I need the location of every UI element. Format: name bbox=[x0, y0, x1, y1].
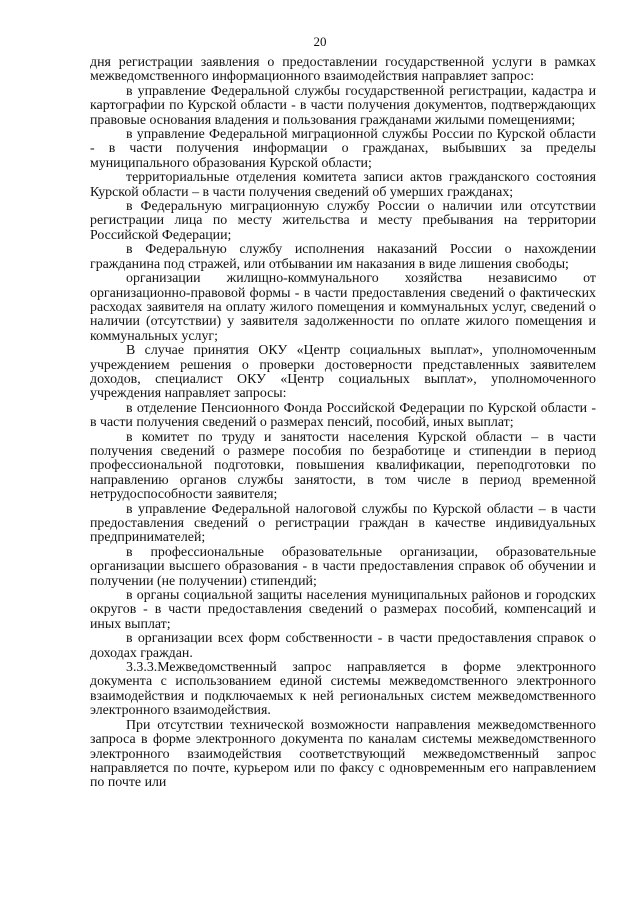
paragraph-employment-request: в комитет по труду и занятости населения Курской области – в части получения сведений о размере пособия по безработице и стипендии в период профессиональной подготовки, повышения квалификации, переподготовки по направлению органов службы занятости, в том числе в период временной нетрудоспособности заявителя; bbox=[90, 429, 596, 503]
paragraph-employers-request: в организации всех форм собственности - в части предоставления справок о доходах граждан. bbox=[90, 631, 596, 661]
paragraph-pension-fund-request: в отделение Пенсионного Фонда Российской Федерации по Курской области - в части получения сведений о размерах пенсий, пособий, иных выплат; bbox=[90, 400, 596, 431]
paragraph-education-request: в профессиональные образовательные организации, образовательные организации высшего образования - в части предоставления справок об обучении и получении (не получении) стипендий; bbox=[90, 544, 596, 589]
document-body bbox=[90, 56, 596, 791]
paragraph-no-technical-possibility: При отсутствии технической возможности направления межведомственного запроса в форме электронного документа по каналам системы межведомственного электронного взаимодействия соответствующий межведомственный запрос направляется по почте, курьером или по факсу с одновременным его направлением по почте или bbox=[90, 717, 596, 791]
paragraph-income-verification: В случае принятия ОКУ «Центр социальных выплат», уполномоченным учреждением решения о проверки достоверности представленных заявителем доходов, специалист ОКУ «Центр социальных выплат», уполномоченного учреждения направляет запросы: bbox=[90, 343, 596, 402]
paragraph-fsin-request: в Федеральную службу исполнения наказаний России о нахождении гражданина под стражей, или отбывании им наказания в виде лишения свободы; bbox=[90, 242, 596, 272]
paragraph-rosreestr-request: в управление Федеральной службы государственной регистрации, кадастра и картографии по Курской области - в части получения документов, подтверждающих правовые основания владения и пользования гражданами жилыми помещениями; bbox=[90, 83, 596, 128]
page-number: 20 bbox=[313, 34, 327, 49]
paragraph-tax-request: в управление Федеральной налоговой службы по Курской области – в части предоставления сведений о регистрации граждан в качестве индивидуальных предпринимателей; bbox=[90, 501, 596, 546]
paragraph-section-3-3-3: 3.3.3.Межведомственный запрос направляется в форме электронного документа с использованием единой системы межведомственного электронного взаимодействия и подключаемых к ней региональных систем межведомственного электронного взаимодействия. bbox=[90, 660, 596, 719]
paragraph-continuation: дня регистрации заявления о предоставлении государственной услуги в рамках межведомственного информационного взаимодействия направляет запрос: bbox=[90, 55, 596, 85]
paragraph-fms-registration-request: в Федеральную миграционную службу России о наличии или отсутствии регистрации лица по месту жительства и месту пребывания на территории Российской Федерации; bbox=[90, 199, 596, 243]
paragraph-fms-kursk-request: в управление Федеральной миграционной службы России по Курской области - в части получения информации о гражданах, выбывших за пределы муниципального образования Курской области; bbox=[90, 127, 596, 171]
paragraph-social-protection-request: в органы социальной защиты населения муниципальных районов и городских округов - в части предоставления сведений о размерах пособий, компенсаций и иных выплат; bbox=[90, 588, 596, 632]
paragraph-zags-request: территориальные отделения комитета записи актов гражданского состояния Курской области – в части получения сведений об умерших гражданах; bbox=[90, 170, 596, 200]
paragraph-housing-request: организации жилищно-коммунального хозяйства независимо от организационно-правовой формы - в части предоставления сведений о фактических расходах заявителя на оплату жилого помещения и коммунальных услуг, сведений о наличии (отсутствии) у заявителя задолженности по оплате жилого помещения и коммунальных услуг; bbox=[90, 271, 596, 344]
